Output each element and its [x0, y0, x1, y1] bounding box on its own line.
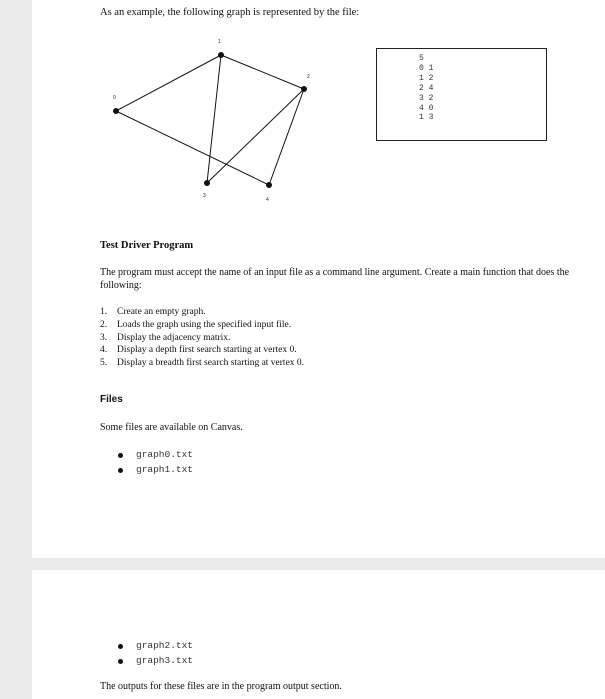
- vertex-3: [204, 180, 210, 186]
- document-page-2: [32, 570, 605, 699]
- files-heading: Files: [100, 394, 123, 405]
- file-line: 0 1: [419, 63, 434, 73]
- file-line: 3 2: [419, 93, 434, 103]
- document-page-1: [32, 0, 605, 558]
- list-item: 2. Loads the graph using the specified input file.: [100, 319, 292, 330]
- vertex-label-4: 4: [266, 197, 269, 203]
- vertex-label-0: 0: [113, 95, 116, 101]
- graph-file-content: [419, 54, 433, 123]
- file-line: 1 3: [419, 113, 434, 123]
- vertex-2: [301, 86, 307, 92]
- list-item: 1. Create an empty graph.: [100, 307, 206, 317]
- vertex-1: [218, 52, 224, 58]
- file-line: 1 2: [419, 73, 434, 83]
- list-item: graph3.txt: [117, 654, 193, 669]
- files-list: [117, 448, 193, 478]
- list-item: 5. Display a breadth first search starting at vertex 0.: [100, 358, 305, 369]
- list-item: graph1.txt: [117, 463, 193, 478]
- vertex-label-1: 1: [218, 39, 221, 45]
- list-item: graph0.txt: [117, 448, 193, 463]
- edge-1-2: [221, 55, 304, 89]
- list-item: graph2.txt: [117, 639, 193, 654]
- graph-diagram: [32, 0, 372, 210]
- outputs-text: The outputs for these files are in the program output section.: [100, 681, 342, 692]
- vertex-label-2: 2: [307, 74, 310, 80]
- vertex-4: [266, 182, 272, 188]
- file-line: 2 4: [419, 83, 434, 93]
- graph-file-box: [376, 48, 547, 141]
- vertex-0: [113, 108, 119, 114]
- edge-4-0: [116, 111, 269, 185]
- file-line: 5: [419, 54, 424, 63]
- file-line: 4 0: [419, 103, 434, 113]
- test-driver-heading: Test Driver Program: [100, 240, 194, 251]
- edge-3-2: [207, 89, 304, 183]
- test-driver-text: The program must accept the name of an input file as a command line argument. Create a main function that does the following:: [100, 267, 570, 291]
- intro-text: As an example, the following graph is represented by the file:: [100, 7, 360, 18]
- list-item: 3. Display the adjacency matrix.: [100, 332, 231, 343]
- edge-2-4: [269, 89, 304, 185]
- edge-0-1: [116, 55, 221, 111]
- list-item: 4. Display a depth first search starting at vertex 0.: [100, 345, 297, 356]
- edge-1-3: [207, 55, 221, 183]
- vertex-label-3: 3: [203, 193, 206, 199]
- files-list-continued: [117, 639, 193, 669]
- steps-list: [100, 306, 304, 370]
- files-text: Some files are available on Canvas.: [100, 422, 243, 433]
